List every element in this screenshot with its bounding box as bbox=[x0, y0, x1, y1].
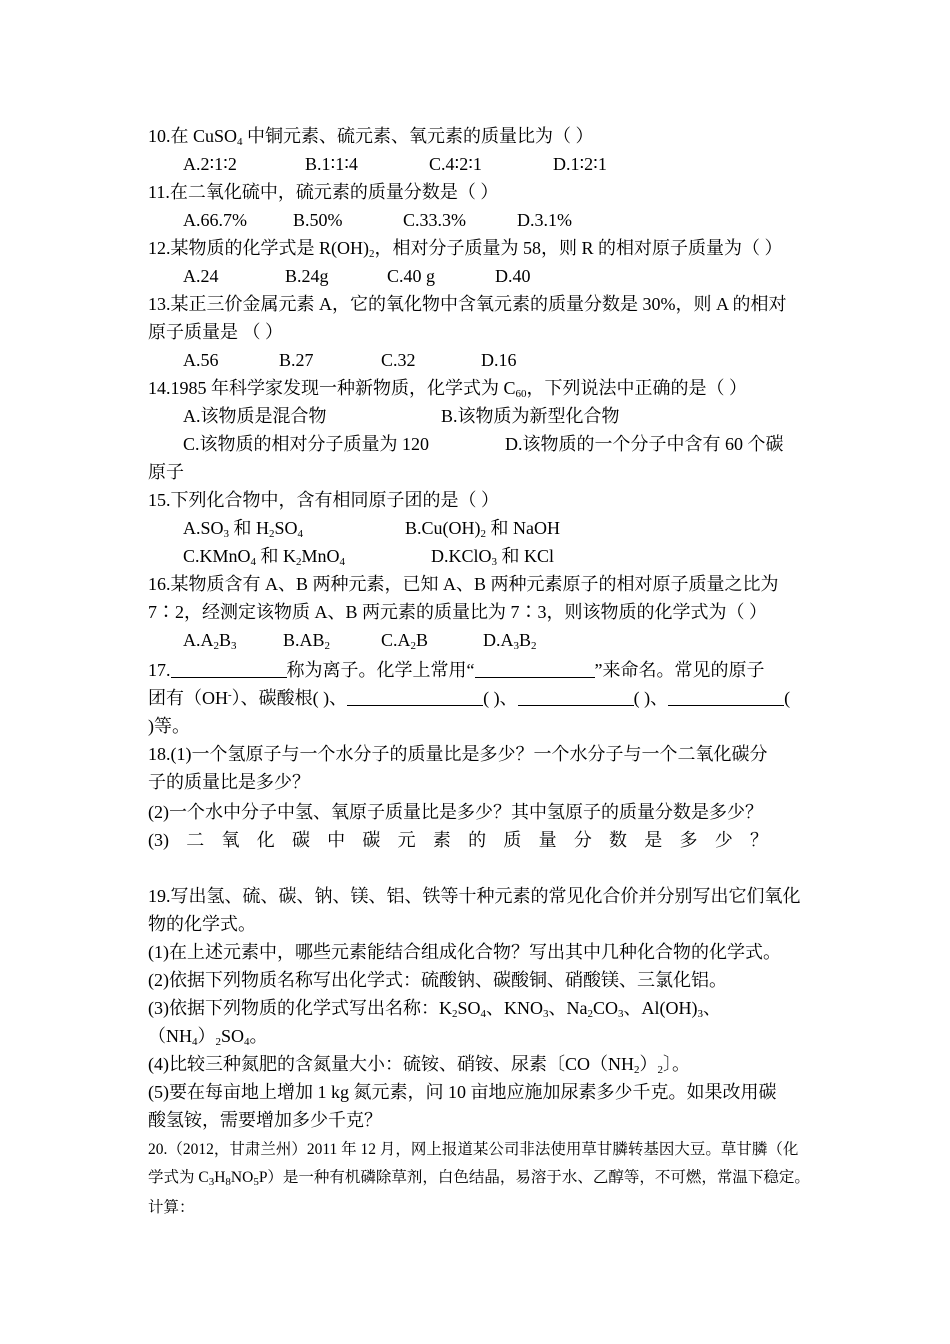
question-19-part5: (5)要在每亩地上增加 1 kg 氮元素，问 10 亩地应施加尿素多少千克。如果改用碳 bbox=[148, 1082, 777, 1102]
option-c: C.该物质的相对分子质量为 120 bbox=[183, 434, 430, 454]
question-16-stem: 16.某物质含有 A、B 两种元素，已知 A、B 两种元素原子的相对原子质量之比为 bbox=[148, 574, 779, 594]
question-20-line2: 学式为 $C_3H_8NO_5P$）是一种有机磷除草剂，白色结晶，易溶于水、乙醇等，不可燃，常温下稳定。 bbox=[148, 1169, 810, 1188]
question-14-option-d-cont: 原子 bbox=[148, 462, 184, 482]
question-12-stem: 12.某物质的化学式是 $R(OH)_2$，相对分子质量为 58，则 R 的相对原子质量为（ ） bbox=[148, 238, 783, 260]
option-a: $A.SO_3$ 和 $H_2SO_4$ bbox=[183, 518, 304, 540]
option-b: B.27 bbox=[279, 350, 314, 370]
answer-blank[interactable] bbox=[171, 659, 287, 678]
option-a: A.2∶1∶2 bbox=[183, 154, 237, 174]
answer-blank[interactable] bbox=[518, 687, 634, 706]
option-a: A.24 bbox=[183, 266, 219, 286]
question-17-line3: )等。 bbox=[148, 716, 190, 736]
question-16-stem-cont: 7∶2，经测定该物质 A、B 两元素的质量比为 7∶3，则该物质的化学式为（ ） bbox=[148, 602, 768, 622]
question-16-options bbox=[183, 628, 537, 652]
question-13-stem: 13.某正三价金属元素 A，它的氧化物中含氧元素的质量分数是 30%，则 A 的相对 bbox=[148, 294, 787, 314]
question-15-options-ab bbox=[183, 516, 560, 540]
question-11-stem: 11.在二氧化硫中，硫元素的质量分数是（ ） bbox=[148, 182, 499, 202]
question-15-stem: 15.下列化合物中，含有相同原子团的是（ ） bbox=[148, 490, 499, 510]
option-a: A.66.7% bbox=[183, 210, 247, 230]
question-18-line3: (2)一个水中分子中氢、氧原子质量比是多少？其中氢原子的质量分数是多少？ bbox=[148, 802, 763, 822]
question-14-options-ab bbox=[183, 404, 620, 428]
question-19-part3: (3)依据下列物质的化学式写出名称：$K_2SO_4$、$KNO_3$、$Na_2CO_3$、$Al(OH)_3$、 bbox=[148, 998, 722, 1020]
question-20-line3: 计算： bbox=[148, 1199, 195, 1216]
option-c: $C.A_2B$ bbox=[381, 630, 429, 652]
question-18-line2: 子的质量比是多少？ bbox=[148, 772, 310, 792]
option-b: B.24g bbox=[285, 266, 329, 286]
question-19-part5-cont: 酸氢铵，需要增加多少千克？ bbox=[148, 1110, 382, 1130]
option-c: C.33.3% bbox=[403, 210, 466, 230]
option-d: D.KClO$_3$ 和 KCl bbox=[431, 546, 555, 568]
option-c: C.4∶2∶1 bbox=[429, 154, 482, 174]
question-12-options bbox=[183, 264, 531, 288]
question-15-options-cd bbox=[183, 544, 554, 568]
question-19-part2: (2)依据下列物质名称写出化学式：硫酸钠、碳酸铜、硝酸镁、三氯化铝。 bbox=[148, 970, 727, 990]
option-d: D.16 bbox=[481, 350, 517, 370]
question-14-options-cd bbox=[183, 432, 784, 456]
option-d: D.1∶2∶1 bbox=[553, 154, 607, 174]
question-19-part4: (4)比较三种氮肥的含氮量大小：硫铵、硝铵、尿素〔$CO(NH_2)_2$〕。 bbox=[148, 1054, 690, 1076]
answer-blank[interactable] bbox=[668, 687, 784, 706]
question-19-part1: (1)在上述元素中，哪些元素能结合组成化合物？写出其中几种化合物的化学式。 bbox=[148, 942, 781, 962]
question-17-line2: 团有（OH-）、碳酸根( )、 ( )、 ( )、 ( bbox=[148, 688, 791, 708]
option-b: B.1∶1∶4 bbox=[305, 154, 358, 174]
question-10-options bbox=[183, 152, 607, 176]
option-c: C.40 g bbox=[387, 266, 436, 286]
answer-blank[interactable] bbox=[347, 687, 483, 706]
option-a: $A.A_2B_3$ bbox=[183, 630, 237, 652]
question-14-stem: 14.1985 年科学家发现一种新物质，化学式为 $C_{60}$，下列说法中正确的是（ ） bbox=[148, 378, 748, 400]
option-d: D.该物质的一个分子中含有 60 个碳 bbox=[505, 434, 784, 454]
question-20-line1: 20.（2012，甘肃兰州）2011 年 12 月，网上报道某公司非法使用草甘膦转基因大豆。草甘膦（化 bbox=[148, 1141, 799, 1158]
option-a: A.该物质是混合物 bbox=[183, 406, 327, 426]
question-13-stem-cont: 原子质量是 （ ） bbox=[148, 322, 283, 342]
question-10-stem: 10.在 CuSO$_4$ 中铜元素、硫元素、氧元素的质量比为（ ） bbox=[148, 126, 594, 148]
question-17-line1: 17. 称为离子。化学上常用“ ”来命名。常见的原子 bbox=[148, 660, 765, 680]
question-19-line1: 19.写出氢、硫、碳、钠、镁、铝、铁等十种元素的常见化合价并分别写出它们氧化 bbox=[148, 886, 801, 906]
option-b: B.该物质为新型化合物 bbox=[441, 406, 620, 426]
question-19-part3-cont: $(NH_4)_2SO_4$。 bbox=[148, 1026, 268, 1048]
option-d: D.3.1% bbox=[517, 210, 572, 230]
option-d: D.40 bbox=[495, 266, 531, 286]
question-11-options bbox=[183, 208, 572, 232]
option-b: $B.AB_2$ bbox=[283, 630, 331, 652]
question-18-line4: (3) 二 氧 化 碳 中 碳 元 素 的 质 量 分 数 是 多 少 ？ bbox=[148, 830, 768, 850]
option-c: C.KMnO$_4$ 和 $K_2MnO_4$ bbox=[183, 546, 346, 568]
answer-blank[interactable] bbox=[475, 659, 595, 678]
option-d: $D.A_3B_2$ bbox=[483, 630, 537, 652]
question-13-options bbox=[183, 348, 517, 372]
option-a: A.56 bbox=[183, 350, 219, 370]
question-18-line1: 18.(1)一个氢原子与一个水分子的质量比是多少？一个水分子与一个二氧化碳分 bbox=[148, 744, 768, 764]
question-19-line2: 物的化学式。 bbox=[148, 914, 256, 934]
option-b: B.50% bbox=[293, 210, 343, 230]
option-b: $B.Cu(OH)_2$ 和 NaOH bbox=[405, 518, 560, 540]
option-c: C.32 bbox=[381, 350, 416, 370]
